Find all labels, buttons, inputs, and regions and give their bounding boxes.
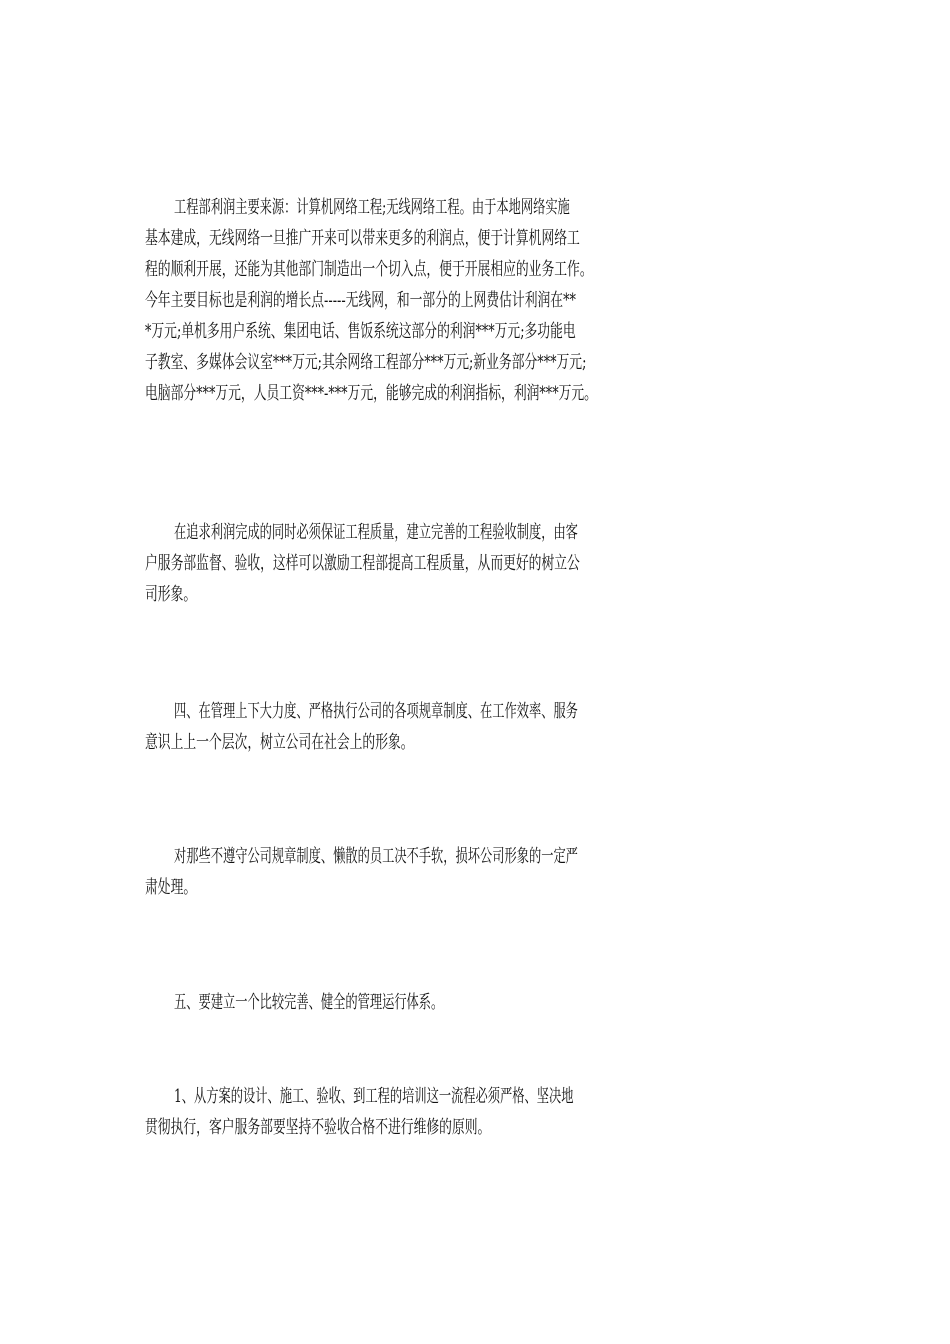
- paragraph-section-five: [0, 987, 950, 1018]
- text-line: 户服务部监督、验收，这样可以激励工程部提高工程质量，从而更好的树立公: [145, 553, 580, 574]
- paragraph-section-four: [0, 696, 950, 758]
- text-line: 贯彻执行，客户服务部要坚持不验收合格不进行维修的原则。: [145, 1117, 491, 1138]
- paragraph-item-one: [0, 1081, 950, 1143]
- text-line: 子教室、多媒体会议室***万元;其余网络工程部分***万元;新业务部分***万元;: [145, 352, 587, 373]
- text-line: 意识上上一个层次，树立公司在社会上的形象。: [145, 732, 414, 753]
- text-line: 基本建成，无线网络一旦推广开来可以带来更多的利润点，便于计算机网络工: [145, 228, 580, 249]
- text-line: 对那些不遵守公司规章制度、懒散的员工决不手软，损坏公司形象的一定严: [174, 846, 578, 867]
- text-line: 1、从方案的设计、施工、验收、到工程的培训这一流程必须严格、坚决地: [174, 1086, 574, 1107]
- text-line: 工程部利润主要来源：计算机网络工程;无线网络工程。由于本地网络实施: [174, 197, 570, 218]
- text-line: 四、在管理上下大力度、严格执行公司的各项规章制度、在工作效率、服务: [174, 701, 578, 722]
- text-line: *万元;单机多用户系统、集团电话、售饭系统这部分的利润***万元;多功能电: [145, 321, 576, 342]
- paragraph-profit-sources: [0, 192, 950, 409]
- text-line: 今年主要目标也是利润的增长点-----无线网，和一部分的上网费估计利润在**: [145, 290, 576, 311]
- text-line: 五、要建立一个比较完善、健全的管理运行体系。: [174, 992, 444, 1013]
- text-line: 程的顺利开展，还能为其他部门制造出一个切入点，便于开展相应的业务工作。: [145, 259, 593, 280]
- text-line: 司形象。: [145, 584, 197, 605]
- paragraph-discipline: [0, 841, 950, 903]
- text-line: 电脑部分***万元，人员工资***-***万元，能够完成的利润指标，利润***万元。: [145, 383, 597, 404]
- text-line: 在追求利润完成的同时必须保证工程质量，建立完善的工程验收制度，由客: [174, 522, 578, 543]
- paragraph-quality: [0, 517, 950, 610]
- text-line: 肃处理。: [145, 877, 197, 898]
